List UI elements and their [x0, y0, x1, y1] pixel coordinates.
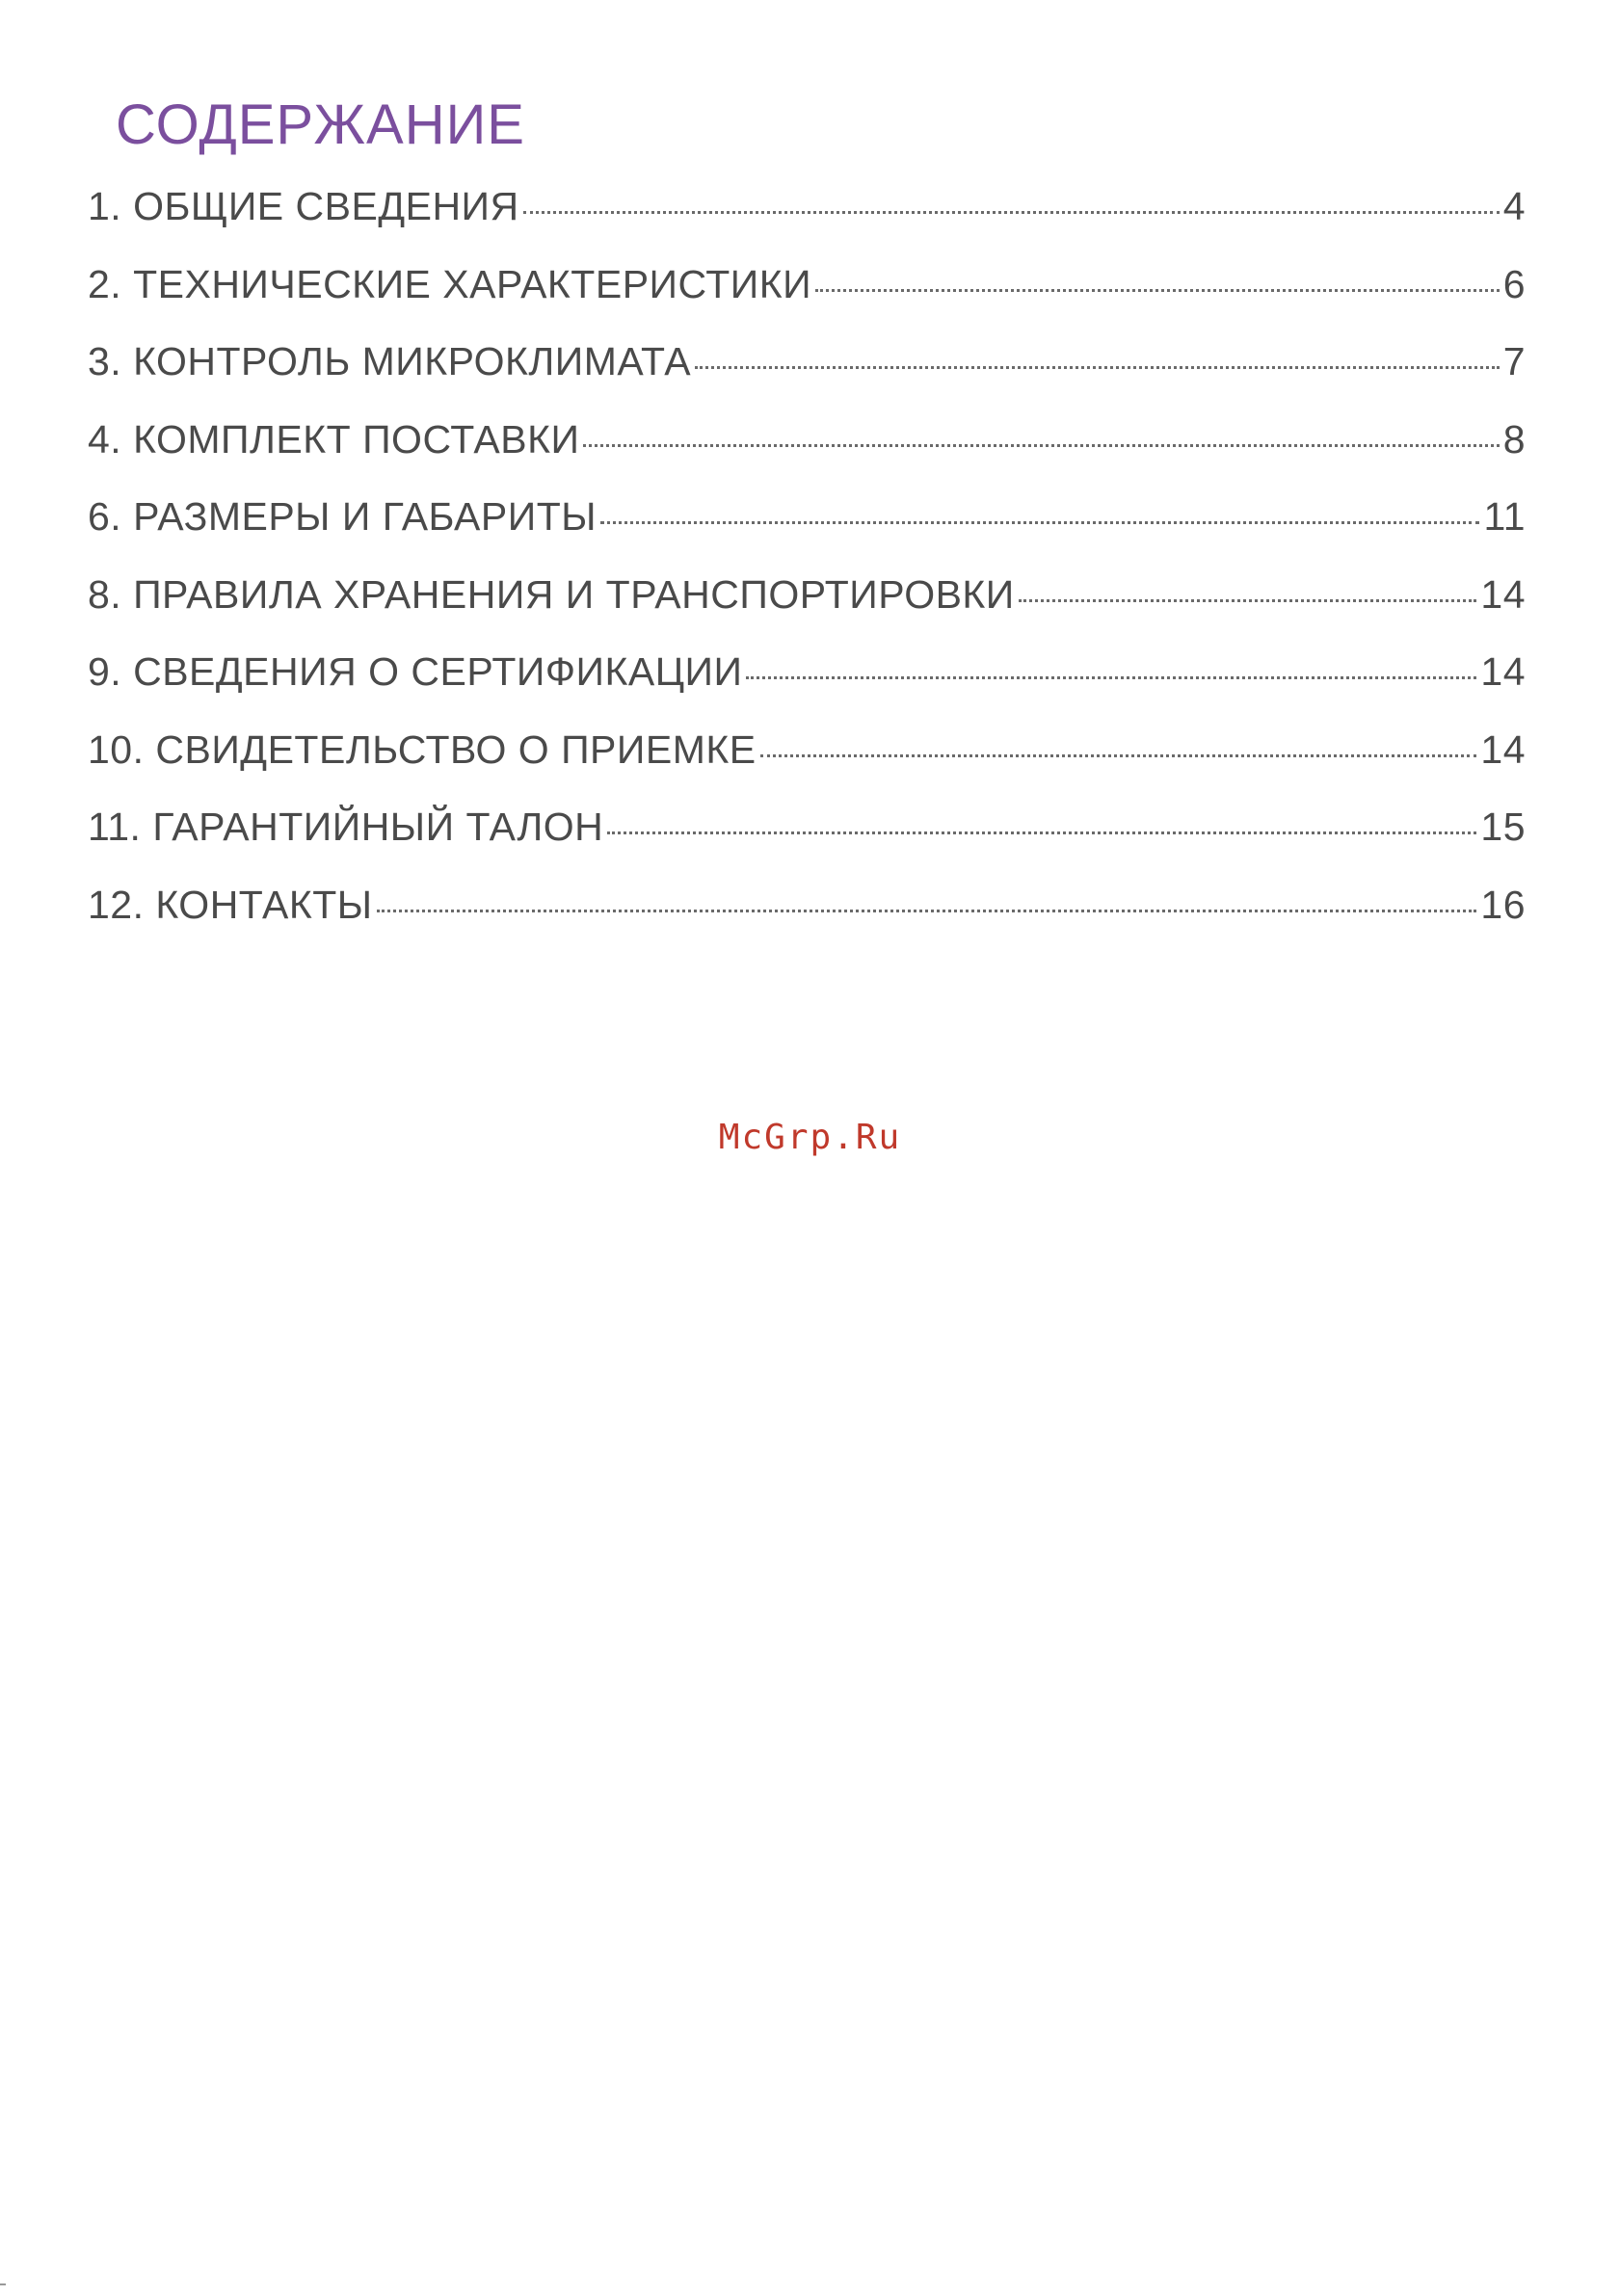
toc-entry-label: 9. СВЕДЕНИЯ О СЕРТИФИКАЦИИ — [88, 649, 743, 694]
toc-entry-page: 14 — [1480, 726, 1526, 772]
watermark-text[interactable]: McGrp.Ru — [718, 1118, 902, 1157]
toc-dot-leader — [607, 831, 1476, 834]
toc-entry-page: 11 — [1483, 494, 1526, 539]
toc-entry-label: 8. ПРАВИЛА ХРАНЕНИЯ И ТРАНСПОРТИРОВКИ — [88, 571, 1015, 617]
toc-entry[interactable] — [88, 339, 1526, 417]
toc-entry-page: 6 — [1502, 261, 1526, 306]
toc-entry[interactable] — [88, 649, 1526, 727]
toc-dot-leader — [695, 366, 1500, 369]
toc-dot-leader — [523, 211, 1500, 214]
toc-entry-label: 12. КОНТАКТЫ — [88, 882, 373, 927]
toc-entry-page: 16 — [1480, 882, 1526, 927]
toc-dot-leader — [583, 444, 1499, 447]
toc-entry-label: 10. СВИДЕТЕЛЬСТВО О ПРИЕМКЕ — [88, 726, 757, 772]
toc-entry-page: 4 — [1502, 184, 1526, 228]
toc-entry-page: 7 — [1502, 339, 1526, 383]
toc-list — [88, 184, 1526, 960]
toc-entry-label: 1. ОБЩИЕ СВЕДЕНИЯ — [88, 184, 519, 228]
toc-title: СОДЕРЖАНИЕ — [116, 93, 525, 156]
toc-entry[interactable] — [88, 494, 1526, 572]
toc-entry-label: 11. ГАРАНТИЙНЫЙ ТАЛОН — [88, 805, 604, 849]
toc-entry[interactable] — [88, 572, 1526, 650]
toc-entry-label: 3. КОНТРОЛЬ МИКРОКЛИМАТА — [88, 339, 692, 383]
toc-entry-label: 4. КОМПЛЕКТ ПОСТАВКИ — [88, 416, 580, 462]
toc-dot-leader — [746, 676, 1476, 679]
toc-dot-leader — [377, 910, 1477, 912]
toc-entry[interactable] — [88, 727, 1526, 805]
toc-entry[interactable] — [88, 805, 1526, 883]
toc-entry-label: 6. РАЗМЕРЫ И ГАБАРИТЫ — [88, 494, 598, 539]
toc-entry-page: 8 — [1502, 416, 1526, 462]
toc-entry[interactable] — [88, 184, 1526, 262]
toc-entry-page: 14 — [1480, 649, 1526, 694]
toc-dot-leader — [815, 289, 1500, 292]
toc-entry[interactable] — [88, 417, 1526, 495]
toc-entry-label: 2. ТЕХНИЧЕСКИЕ ХАРАКТЕРИСТИКИ — [88, 261, 812, 306]
toc-entry-page: 14 — [1480, 571, 1526, 617]
toc-entry-page: 15 — [1480, 805, 1526, 849]
toc-dot-leader — [760, 754, 1477, 757]
toc-dot-leader — [1019, 599, 1477, 602]
toc-entry[interactable] — [88, 883, 1526, 961]
toc-entry[interactable] — [88, 262, 1526, 340]
page-edge-mark — [0, 2283, 6, 2285]
toc-dot-leader — [600, 521, 1479, 524]
